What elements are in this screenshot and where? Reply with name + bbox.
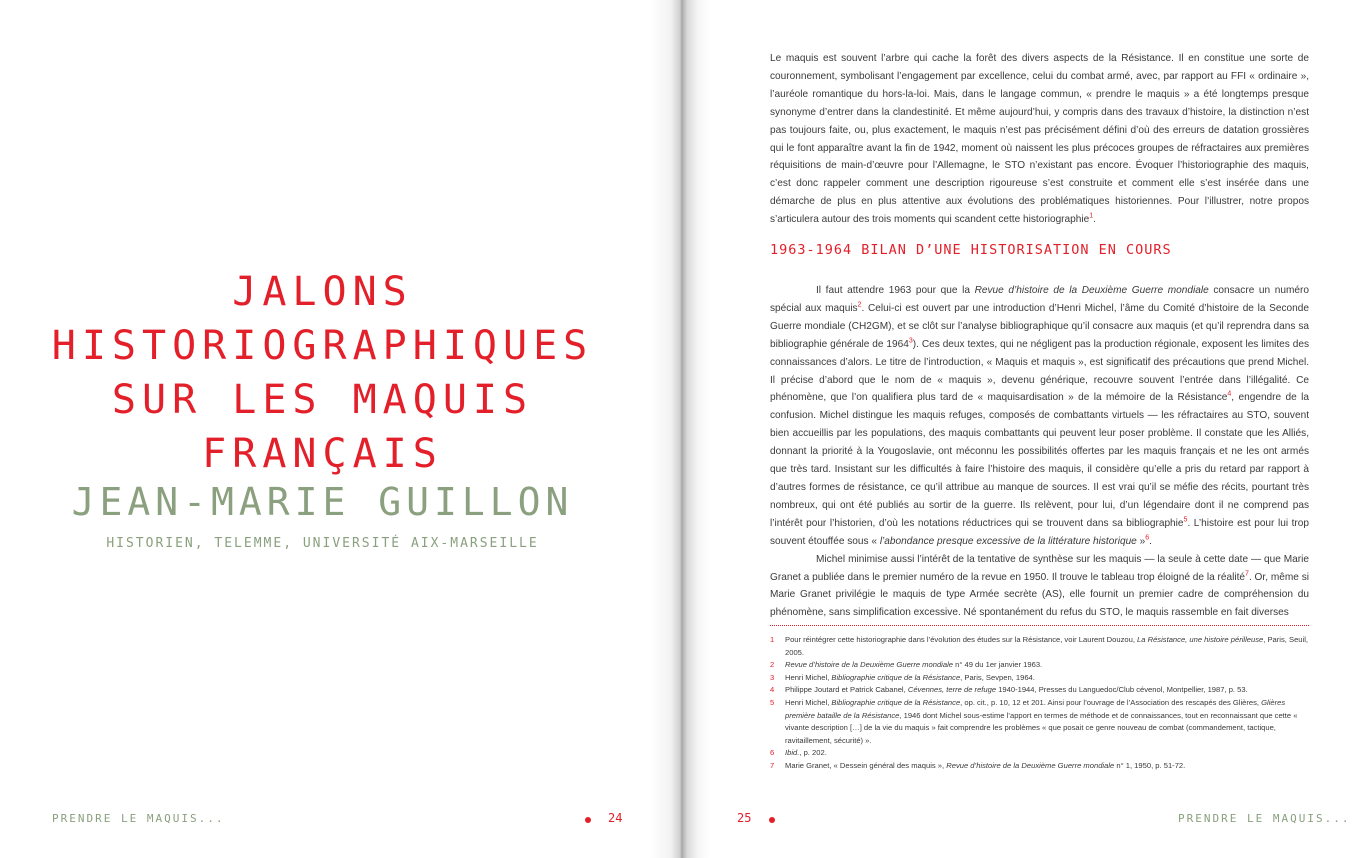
italic-run: l’abondance presque excessive de la littérature historique xyxy=(879,535,1137,547)
text-run: . xyxy=(1149,535,1152,547)
footnote-number: 1 xyxy=(770,635,775,644)
book-gutter-shadow xyxy=(650,0,710,858)
page-number-right: 25 xyxy=(737,811,752,825)
title-line: SUR LES MAQUIS xyxy=(111,377,534,423)
footnote xyxy=(770,684,1309,697)
italic-run: Revue d’histoire de la Deuxième Guerre mondiale xyxy=(785,660,953,670)
author-name: JEAN-MARIE GUILLON xyxy=(71,480,574,524)
footnote-number: 4 xyxy=(770,685,775,695)
footnote-number: 2 xyxy=(770,660,775,670)
footnote xyxy=(770,659,1309,672)
italic-run: Revue d’histoire de la Deuxième Guerre mondiale xyxy=(974,285,1209,296)
author-affiliation: HISTORIEN, TELEMME, UNIVERSITÉ AIX-MARSEILLE xyxy=(106,536,539,551)
text-run: Henri Michel, xyxy=(785,697,832,707)
page-number-dot xyxy=(585,817,591,823)
italic-run: Cévennes, terre de refuge xyxy=(907,685,997,695)
italic-run: Ibid. xyxy=(785,748,800,758)
main-text xyxy=(770,282,1309,622)
footnote xyxy=(770,760,1309,773)
text-run: . L’histoire est pour lui trop souvent étouffée sous « xyxy=(770,517,1310,547)
text-run: Michel minimise aussi l’intérêt de la tentative de synthèse sur les maquis — la seule à cette date — que Marie Granet a publiée dans le premier numéro de la revue en 1950. Il trouve le tableau trop éloigné de la réalité xyxy=(770,553,1309,583)
title-line: HISTORIOGRAPHIQUES xyxy=(51,323,594,369)
title-line: FRANÇAIS xyxy=(202,431,443,477)
section-heading: 1963-1964 BILAN D’UNE HISTORISATION EN COURS xyxy=(770,242,1172,258)
intro-text: Le maquis est souvent l’arbre qui cache la forêt des divers aspects de la Résistance. Il en constitue une sorte de couronnement, symbolisant l’engagement par excellence, celui du combat armé, avec, par rapport au FFI « ordinaire », l’auréole romantique du hors-la-loi. Mais, dans le langage commun, « prendre le maquis » a été longtemps presque synonyme d’entrer dans la clandestinité. Et même aujourd’hui, y compris dans des travaux d’histoire, la distinction n’est pas toujours faite, ou, plus exactement, le maquis n’est pas précisément défini d’où des erreurs de datation grossières qui le font apparaître avant la fin de 1942, moment où naissent les plus précoces groupes de réfractaires aux premières réquisitions de main-d’œuvre pour l’Allemagne, le STO n’existant pas encore. Évoquer l’historiographie des maquis, c’est donc rappeler comment une description rigoureuse s’est construite et comment elle s’est insérée dans une démarche de plus en plus attentive aux évolutions des problématiques historiennes. Pour l’illustrer, notre propos s’articulera autour des trois moments qui scandent cette historiographie xyxy=(770,53,1309,226)
footnote-divider xyxy=(770,625,1309,626)
body-paragraph xyxy=(770,282,1309,551)
footnote xyxy=(770,634,1309,659)
intro-paragraph xyxy=(770,50,1309,229)
footnote-number: 6 xyxy=(770,748,775,758)
footnote-ref[interactable]: 7 xyxy=(1245,570,1249,578)
text-run: » xyxy=(1136,535,1146,547)
footnote xyxy=(770,747,1309,760)
running-footer-right: PRENDRE LE MAQUIS... xyxy=(1178,812,1351,825)
footnote-ref[interactable]: 1 xyxy=(1089,212,1094,220)
article-title xyxy=(40,265,605,481)
text-run: Henri Michel, xyxy=(785,672,832,682)
text-run: Marie Granet, « Dessein général des maquis », xyxy=(785,760,947,770)
footnote-number: 5 xyxy=(770,697,775,707)
text-run: , engendre de la confusion. Michel distingue les maquis refuges, composés de combattants virtuels — les réfractaires au STO, souvent bien accueillis par les populations, des maquis combattants qui peuvent leur poser problème. Il constate que les Alliés, donnant la priorité à la Yougoslavie, ont méconnu les possibilités offertes par les maquis français et ne les ont armés que très tard. Insistant sur les difficultés à faire l’histoire des maquis, il considère qu’elle a pris du retard par rapport à d’autres formes de résistance, ce qu’il attribue au manque de sources. Il est vrai qu’il se méfie des récits, pourtant très nombreux, qui ont été publiés au sortir de la guerre. Ils relèvent, pour lui, d’un légendaire dont il ne comprend pas l’intérêt pour l’historien, d’où les notations réductrices qui se trouvent dans sa bibliographie xyxy=(770,392,1309,529)
footnote-ref[interactable]: 6 xyxy=(1145,534,1150,542)
text-run: n° 49 du 1er janvier 1963. xyxy=(953,660,1043,670)
text-run: Pour réintégrer cette historiographie dans l’évolution des études sur la Résistance, voir Laurent Douzou, xyxy=(785,635,1138,644)
text-run: , 1946 dont Michel sous-estime l’apport en termes de méthode et de connaissances, tout en reconnaissant que cette « vivante description […] de la vie du maquis » fait comprendre les problèmes « que posait ce genre nouveau de combat (commandement, tactique, ravitaillement, sécurité) ». xyxy=(785,710,1298,745)
italic-run: Glières première bataille de la Résistance xyxy=(785,697,1286,720)
page-number-dot xyxy=(769,817,775,823)
footnote-ref[interactable]: 5 xyxy=(1183,516,1188,524)
footnote-ref[interactable]: 2 xyxy=(857,301,862,309)
running-footer-left: PRENDRE LE MAQUIS... xyxy=(52,812,225,825)
title-line: JALONS xyxy=(232,269,413,315)
italic-run: Revue d’histoire de la Deuxième Guerre mondiale xyxy=(946,760,1115,770)
footnote xyxy=(770,697,1309,747)
text-run: Il faut attendre 1963 pour que la xyxy=(816,285,975,296)
text-run: . Celui-ci est ouvert par une introduction d’Henri Michel, l’âme du Comité d’histoire de la Seconde Guerre mondiale (CH2GM), et se clôt sur l’analyse bibliographique qu’il consacre aux maquis (et qu’il reprendra dans sa bibliographie générale de 1964 xyxy=(770,302,1309,350)
text-run: ). Ces deux textes, qui ne négligent pas la production régionale, exposent les limites des connaissances d’alors. Le titre de l’introduction, « Maquis et maquis », est significatif des précautions que prend Michel. Il précise d’abord que le nom de « maquis », devenu générique, recouvre souvent l’entrée dans l’illégalité. Ce phénomène, que l’on qualifiera plus tard de « maquisardisation » de la mémoire de la Résistance xyxy=(770,338,1310,404)
body-paragraph xyxy=(770,551,1309,623)
text-run: 1940-1944, Presses du Languedoc/Club cévenol, Montpellier, 1987, p. 53. xyxy=(996,685,1248,695)
italic-run: Bibliographie critique de la Résistance xyxy=(831,672,961,682)
text-run: , Paris, Seuil, 2005. xyxy=(785,635,1309,657)
intro-end: . xyxy=(1093,214,1096,226)
text-run: Philippe Joutard et Patrick Cabanel, xyxy=(785,685,908,695)
text-run: consacre un numéro spécial aux maquis xyxy=(770,285,1309,314)
italic-run: Bibliographie critique de la Résistance xyxy=(831,697,961,707)
text-run: , Paris, Sevpen, 1964. xyxy=(960,672,1035,682)
footnote-number: 3 xyxy=(770,672,775,682)
footnote xyxy=(770,672,1309,685)
footnote-ref[interactable]: 3 xyxy=(908,337,913,345)
page-number-left: 24 xyxy=(608,811,623,825)
footnotes xyxy=(770,634,1309,773)
text-run: , p. 202. xyxy=(799,748,827,758)
italic-run: La Résistance, une histoire périlleuse xyxy=(1137,635,1264,644)
footnote-ref[interactable]: 4 xyxy=(1227,391,1232,399)
text-run: . Or, même si Marie Granet privilégie le maquis de type Armée secrète (AS), elle fournit un premier cadre de compréhension du phénomène, sans simplification excessive. Né spontanément du refus du STO, le maquis rassemble en fait diverses xyxy=(770,571,1309,619)
text-run: n° 1, 1950, p. 51-72. xyxy=(1114,760,1186,770)
text-run: , op. cit., p. 10, 12 et 201. Ainsi pour l’ouvrage de l’Association des rescapés des Glières, xyxy=(960,697,1262,707)
footnote-number: 7 xyxy=(770,760,775,770)
